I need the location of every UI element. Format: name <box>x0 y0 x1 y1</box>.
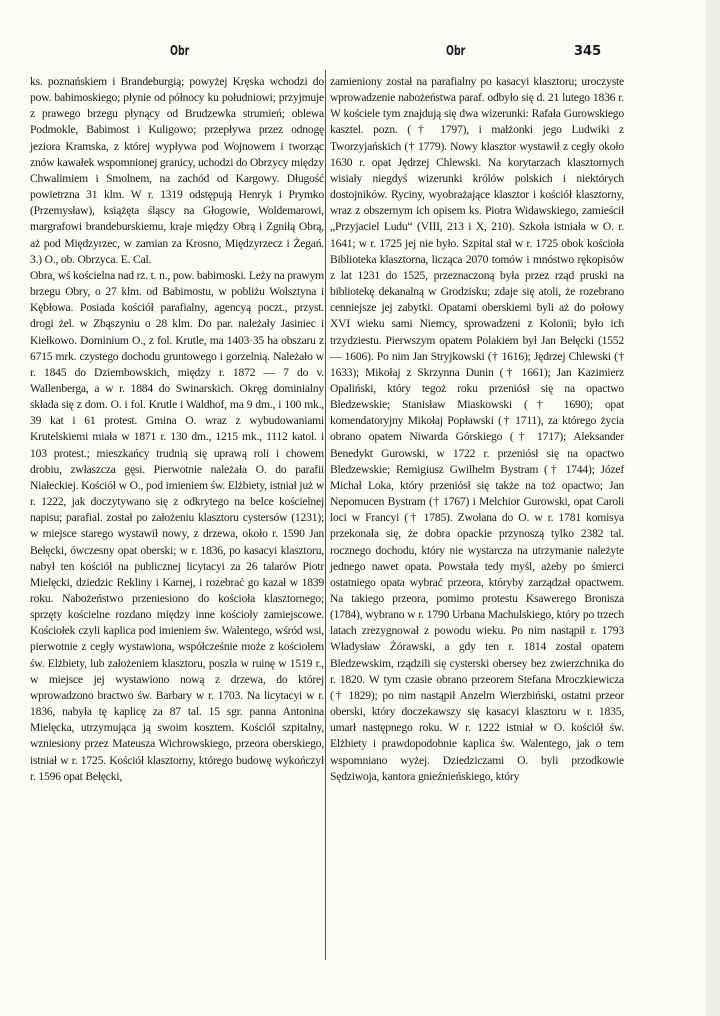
running-head-right: Obr <box>446 44 466 59</box>
scanned-page-edge <box>706 0 720 1016</box>
running-head-left: Obr <box>170 44 190 59</box>
column-divider <box>325 70 326 960</box>
left-column <box>30 74 324 785</box>
entry-obra-continuation: zamieniony został na parafialny po kasacyi klasztoru; uroczyste wprowadzenie nabożeństwa paraf. odbyło się d. 21 lutego 1836 r. W kościele tym znajdują się dwa wizerunki: Rafała Gurowskiego kasztel. pozn. († 1797), i małżonki jego Ludwiki z Tworzyjańskich († 1779). Nowy klasztor wystawił z cegły około 1630 r. opat Jędrzej Chlewski. Na korytarzach klasztornych wisiały niegdyś wizerunki królów polskich i niektórych dostojników. Ryciny, wyobrażające klasztor i kościół klasztorny, wraz z obszernym ich opisem ks. Piotra Widawskiego, zamieścił „Przyjaciel Ludu“ (VIII, 213 i X, 210). Szkoła istniała w O. r. 1641; w r. 1725 jej nie było. Szpital stał w r. 1725 obok kościoła Biblioteka klasztorna, licząca 2070 tomów i mnóstwo rękopisów z lat 1231 do 1525, przeznaczoną była przez rząd pruski na bibliotekę dekanalną w Grodzisku; zdaje się atoli, że rozebrano cenniejsze jej zabytki. Opatami oberskiemi byli aż do połowy XVI wieku sami Niemcy, sprowadzeni z Kolonii; było ich trzydziestu. Pierwszym opatem Polakiem był Jan Bełęcki (1552 — 1606). Po nim Jan Stryjkowski († 1616); Jędrzej Chlewski († 1633); Mikołaj z Skrzynna Dunin († 1661); Jan Kazimierz Opaliński, który tegoż roku przeniósł się na opactwo Bledzewskie; Stanisław Miaskowski († 1690); opat komendatoryjny Mikołaj Popławski († 1711), za którego życia obrano opatem Niwarda Górskiego († 1717); Aleksander Benedykt Gurowski, w 1722 r. przeniósł się na opactwo Bledzewskie; Remigiusz Gwilhelm Bystram († 1744); Józef Michał Loka, który przeniósł się także na toż opactwo; Jan Nepomucen Bystram († 1767) i Melchior Gurowski, opat Caroli loci w Francyi († 1785). Zwołana do O. w r. 1781 komisya przekonała się, że dobra opackie przynoszą tylko 2382 tal. rocznego dochodu, który nie wystarcza na utrzymanie należyte jednego nawet opata. Powstała tedy myśl, ażeby po śmierci ostatniego opata wybrać przeora, któryby zarządzał opactwem. Na takiego przeora, pomimo protestu Ksawerego Bronisza (1784), wybrano w r. 1790 Urbana Machulskiego, który po trzech latach zrezygnował z powodu wieku. Po nim nastąpił r. 1793 Władysław Żórawski, a gdy ten r. 1814 został opatem Bledzewskim, rządzili się cysterski obersey bez zwierzchnika do r. 1820. W tym czasie obrano przeorem Stefana Mroczkiewicza († 1829); po nim nastąpił Anzelm Wierzbiński, ostatni przeor oberski, który doczekawszy się kasacyi klasztoru w r. 1835, umarł następnego roku. W r. 1222 istniał w O. kościół św. Elżbiety i prawdopodobnie kaplica św. Walentego, jak o tem wspomniano wyżej. Dziedziczami O. byli przodkowie Sędziwoja, kantora gnieźnieńskiego, który <box>330 75 624 783</box>
right-column <box>330 74 624 785</box>
entry-obra-village: Obra, wś kościelna nad rz. t. n., pow. babimoski. Leży na prawym brzegu Obry, o 27 klm. od Babimostu, w pobliżu Wolsztyna i Kębłowa. Posiada kościół parafialny, agencyą poczt., przyst. drogi żel. w Zbąszyniu o 28 klm. Do par. należały Jasiniec i Kiełkowo. Dominium O., z fol. Krutle, ma 1403·35 ha obszaru z 6715 mrk. czystego dochodu gruntowego i gorzelnią. Należało w r. 1845 do Dziembowskich, między r. 1872 — 7 do v. Wallenberga, a w r. 1884 do Swinarskich. Okręg dominialny składa się z dom. O. i fol. Krutle i Waldhof, ma 9 dm., i 100 mk., 39 kat i 61 protest. Gmina O. wraz z wybudowaniami Krutelskiemi miała w 1871 r. 130 dm., 1215 mk., 1112 katol. i 103 protest.; mieszkańcy trudnią się uprawą roli i chowem drobiu, zwłaszcza gęsi. Pierwotnie należała O. do parafii Niałeckiej. Kościół w O., pod imieniem św. Elżbiety, istniał już w r. 1222, jak doczytywano się z odkrytego na belce kościelnej napisu; parafial. został po założeniu klasztoru cystersów (1231); w miejsce starego wystawił nowy, z drzewa, około r. 1590 Jan Bełęcki, ówczesny opat oberski; w r. 1836, po kasacyi klasztoru, nabył ten kościół na publicznej licytacyi za 26 talarów Piotr Mielęcki, dziedzic Rekliny i Karnej, i rozebrać go kazał w 1839 roku. Nabożeństwo przeniesiono do kościoła klasztornego; sprzęty kościelne rozdano między inne kościoły zamiejscowe. Kościołek czyli kaplica pod imieniem św. Walentego, wśród wsi, pierwotnie z cegły wystawiona, współcześnie może z kościołem św. Elżbiety, lub założeniem klasztoru, poszła w ruinę w 1519 r., w miejsce jej wystawiono nową z drzewa, do której wprowadzono bractwo św. Barbary w r. 1703. Na licytacyi w r. 1836, nabyła tę kaplicę za 87 tal. 15 sgr. panna Antonina Mielęcka, utrzymująca ją swoim kosztem. Kościół szpitalny, wzniesiony przez Mateusza Wichrowskiego, przeora oberskiego, istniał w r. 1725. Kościół klasztorny, którego budowę wykończył r. 1596 opat Bełęcki, <box>30 268 324 783</box>
page-number: 345 <box>574 44 602 59</box>
entry-continuation: ks. poznańskiem i Brandeburgią; powyżej Kręska wchodzi do pow. babimoskiego; płynie od północy ku południowi; przyjmuje z prawego brzegu płynący od Brudzewka strumień; oblewa Podmokle, Babimost i Kuligowo; przepływa przez odnogę jeziora Kramska, z której wypływa pod Wojnowem i tworząc znów kawałek wspomnionej granicy, uchodzi do Obrzycy między Chwalimiem i Smolnem, na zachód od Kargowy. Długość powietrzna 31 klm. W r. 1319 odstępują Henryk i Prymko (Przemysław), książęta śląscy na Głogowie, Woldemarowi, margrafowi brandeburskiemu, kraje między Obrą i Zgniłą Obrą, aż pod Międzyrzec, w zamian za Krosno, Międzyrzecz i Żegań. 3.) O., ob. Obrzyca. E. Cal. <box>30 75 324 266</box>
